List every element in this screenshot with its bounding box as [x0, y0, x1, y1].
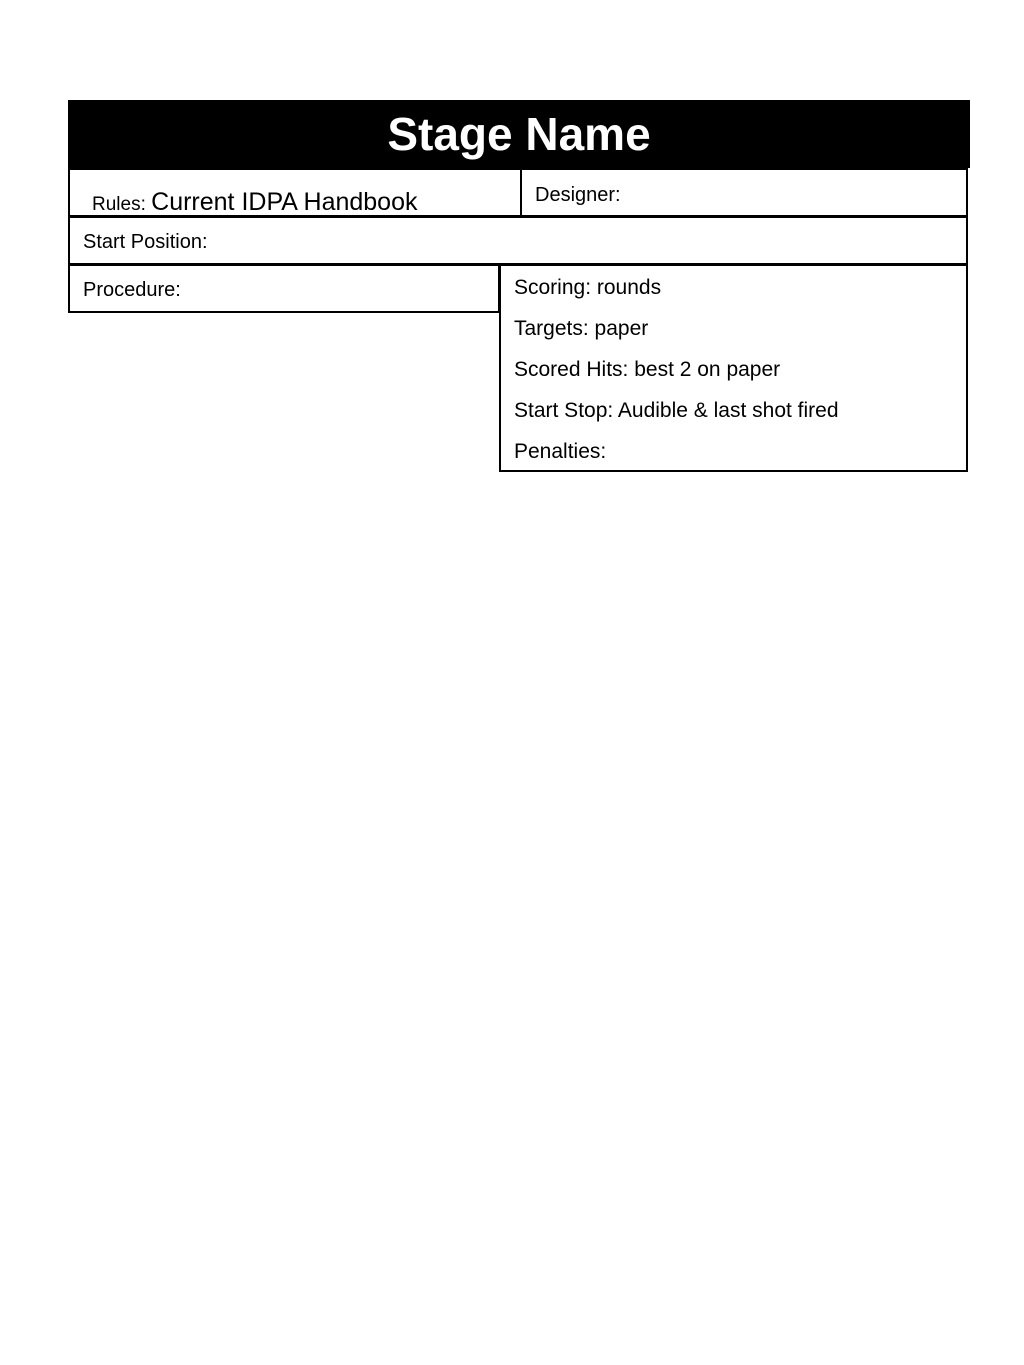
start-position-cell — [68, 216, 968, 265]
designer-label: Designer: — [535, 184, 621, 206]
scored-hits-line: Scored Hits: best 2 on paper — [514, 358, 781, 381]
stage-info-cell — [499, 264, 968, 472]
rules-line — [92, 188, 418, 217]
penalties-line: Penalties: — [514, 440, 607, 463]
rules-value: Current IDPA Handbook — [151, 188, 418, 216]
procedure-cell — [68, 264, 500, 313]
designer-cell — [520, 168, 968, 217]
rules-cell — [68, 168, 522, 217]
start-position-label: Start Position: — [83, 231, 208, 253]
procedure-label: Procedure: — [83, 279, 181, 301]
start-stop-line: Start Stop: Audible & last shot fired — [514, 399, 839, 422]
targets-line: Targets: paper — [514, 317, 649, 340]
stage-title: Stage Name — [68, 100, 970, 168]
stage-info-list — [514, 274, 839, 479]
scoring-line: Scoring: rounds — [514, 276, 662, 299]
rules-label: Rules — [92, 194, 141, 215]
rules-colon: : — [140, 194, 152, 215]
